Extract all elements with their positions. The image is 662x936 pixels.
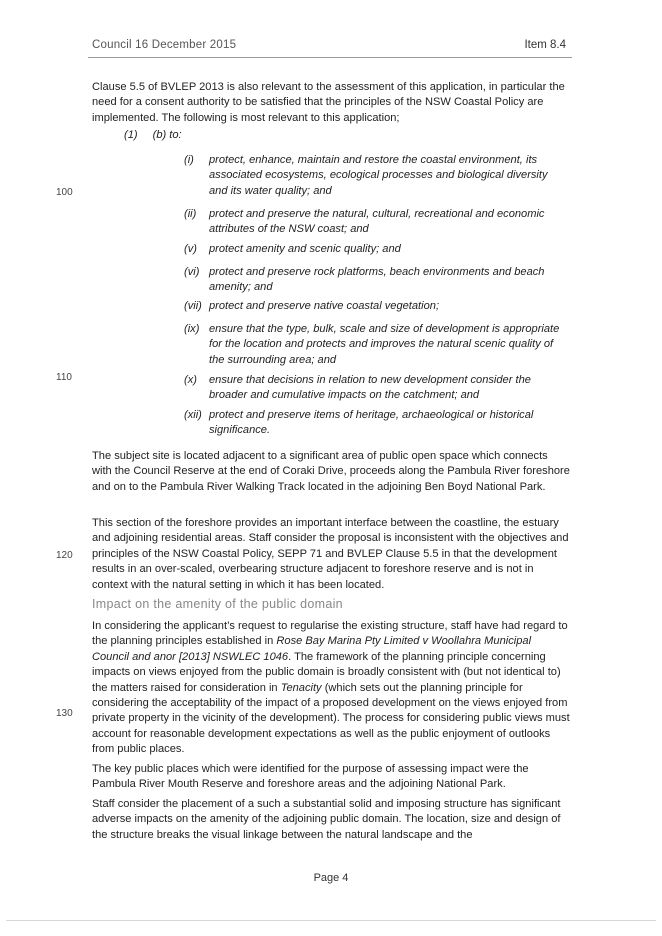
page-number: Page 4 bbox=[313, 872, 349, 884]
footer-divider bbox=[6, 920, 656, 921]
list-item bbox=[184, 265, 564, 296]
paragraph-text: . The framework of the planning principle concerning impacts on views enjoyed from the public domain is broadly consistent with (but not identical to) the matters raised for consideration in bbox=[92, 650, 561, 694]
header-divider bbox=[88, 57, 572, 58]
impact-paragraph: Staff consider the placement of a such a substantial solid and imposing structure has significant adverse impacts on the amenity of the adjoining public domain. The location, size and design of the structure breaks the visual linkage between the natural landscape and the bbox=[92, 798, 561, 841]
public-places-paragraph: The key public places which were identified for the purpose of assessing impact were the Pambula River Mouth Reserve and foreshore areas and the adjoining National Park. bbox=[92, 763, 529, 791]
list-item-text: protect and preserve rock platforms, beach environments and beach amenity; and bbox=[209, 266, 545, 294]
case-citation: Rose Bay Marina Pty Limited v Woollahra Municipal Council and anor [2013] NSWLEC 1046 bbox=[92, 635, 532, 663]
list-item-text: protect and preserve items of heritage, archaeological or historical significance. bbox=[209, 409, 534, 437]
line-number: 130 bbox=[56, 708, 73, 719]
section-heading: Impact on the amenity of the public domain bbox=[92, 597, 343, 611]
list-item-text: ensure that the type, bulk, scale and size of development is appropriate for the location and protects and improves the natural scenic quality of the surrounding area; and bbox=[209, 323, 560, 366]
list-item-number: (xii) bbox=[184, 409, 202, 421]
list-item-number: (x) bbox=[184, 374, 197, 386]
list-item bbox=[184, 242, 564, 257]
list-item bbox=[184, 207, 564, 238]
paragraph-text: In considering the applicant’s request to regularise the existing structure, staff have had regard to the planning principles established in bbox=[92, 620, 568, 648]
list-item-text: protect amenity and scenic quality; and bbox=[209, 243, 401, 255]
line-number: 120 bbox=[56, 550, 73, 561]
list-item bbox=[184, 408, 564, 439]
intro-paragraph: Clause 5.5 of BVLEP 2013 is also relevant to the assessment of this application, in particular the need for a consent authority to be satisfied that the principles of the NSW Coastal Policy are implemented. The following is most relevant to this application; bbox=[92, 81, 565, 124]
list-item bbox=[184, 322, 564, 368]
list-item bbox=[184, 373, 564, 404]
case-name: Tenacity bbox=[280, 681, 322, 694]
list-item bbox=[184, 153, 564, 199]
foreshore-paragraph: This section of the foreshore provides an important interface between the coastline, the estuary and adjoining residential areas. Staff consider the proposal is inconsistent with the objectives and principles of the NSW Coastal Policy, SEPP 71 and BVLEP Clause 5.5 in that the development results in an over-scaled, overbearing structure adjacent to foreshore reserve and is not in context with the natural setting in which it has been located. bbox=[92, 517, 569, 591]
list-item-text: protect, enhance, maintain and restore the coastal environment, its associated ecosystems, ecological processes and biological diversity and its water quality; and bbox=[209, 154, 548, 197]
planning-principles-paragraph bbox=[92, 619, 570, 758]
site-description-paragraph: The subject site is located adjacent to a significant area of public open space which connects with the Council Reserve at the end of Coraki Drive, proceeds along the Pambula River foreshore and on to the Pambula River Walking Track located in the adjoining Ben Boyd National Park. bbox=[92, 450, 570, 493]
clause-label bbox=[124, 129, 182, 141]
list-item-text: protect and preserve the natural, cultural, recreational and economic attributes of the NSW coast; and bbox=[209, 208, 545, 236]
paragraph-text: (which sets out the planning principle for considering the acceptability of the impact of a proposed development on the views enjoyed from private property in the vicinity of the development). The process for considering public views must account for reasonable development expectations as well as the public enjoyment of outlooks from public places. bbox=[92, 681, 570, 756]
list-item-number: (vii) bbox=[184, 300, 202, 312]
header-meeting-date: Council 16 December 2015 bbox=[92, 39, 237, 51]
clause-number: (1) bbox=[124, 129, 138, 141]
line-number: 100 bbox=[56, 187, 73, 198]
list-item-number: (ii) bbox=[184, 208, 197, 220]
list-item-number: (ix) bbox=[184, 323, 200, 335]
list-item-number: (v) bbox=[184, 243, 197, 255]
list-item-text: ensure that decisions in relation to new development consider the broader and cumulative impacts on the catchment; and bbox=[209, 374, 531, 402]
list-item bbox=[184, 299, 564, 314]
list-item-number: (i) bbox=[184, 154, 194, 166]
list-item-text: protect and preserve native coastal vegetation; bbox=[209, 300, 440, 312]
list-item-number: (vi) bbox=[184, 266, 200, 278]
clause-subitem: (b) to: bbox=[152, 129, 182, 141]
header-item-number: Item 8.4 bbox=[524, 39, 566, 51]
line-number: 110 bbox=[56, 372, 72, 383]
